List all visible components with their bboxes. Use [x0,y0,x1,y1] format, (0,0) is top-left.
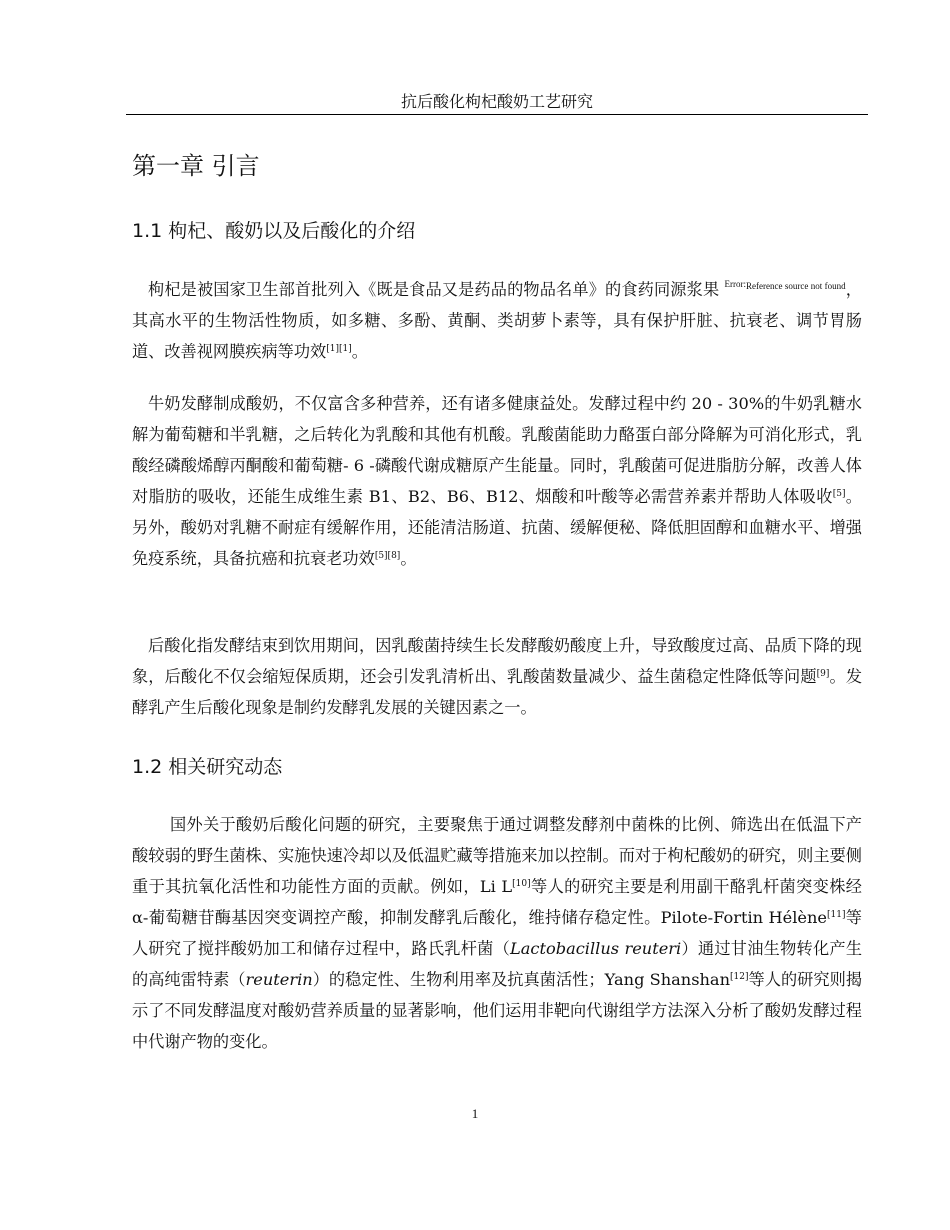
paragraph-yogurt-benefits [132,388,862,574]
text: 等人研究了搅拌酸奶加工和储存过程中，路氏乳杆菌（ [132,908,862,958]
text: ）通过甘油生物转化产生的高纯雷特素（ [132,939,863,989]
citation: [10] [512,879,531,889]
section-1-2-title: 1.2 相关研究动态 [132,756,283,778]
citation: [1][1] [326,344,352,354]
section-1-1-title: 1.1 枸杞、酸奶以及后酸化的介绍 [132,220,416,242]
error-reference-text: Error: [724,279,747,289]
text: 牛奶发酵制成酸奶，不仅富含多种营养，还有诸多健康益处。发酵过程中约 20 - 30%的牛奶乳糖水解为葡萄糖和半乳糖，之后转化为乳酸和其他有机酸。乳酸菌能助力酪蛋白部分降解为可消化形式，乳酸经磷酸烯醇丙酮酸和葡萄糖- 6 -磷酸代谢成糖原产生能量。同时，乳酸菌可促进脂肪分解，改善人体对脂肪的吸收，还能生成维生素 B1、B2、B6、B12、烟酸和叶酸等必需营养素并帮助人体吸收 [132,394,862,506]
text: ）的稳定性、生物利用率及抗真菌活性；Yang Shanshan [312,970,731,989]
text: 后酸化指发酵结束到饮用期间，因乳酸菌持续生长发酵酸奶酸度上升，导致酸度过高、品质下降的现象，后酸化不仅会缩短保质期，还会引发乳清析出、乳酸菌数量减少、益生菌稳定性降低等问题 [132,636,862,686]
page-number: 1 [471,1106,479,1121]
text: 国外关于酸奶后酸化问题的研究，主要聚焦于通过调整发酵剂中菌株的比例、筛选出在低温下产酸较弱的野生菌株、实施快速冷却以及低温贮藏等措施来加以控制。而对于枸杞酸奶的研究，则主要侧重于其抗氧化活性和功能性方面的贡献。例如，Li L [132,815,862,896]
text: 等人的研究主要是利用副干酪乳杆菌突变株经 α-葡萄糖苷酶基因突变调控产酸，抑制发酵乳后酸化，维持储存稳定性。Pilote-Fortin Hélène [132,877,862,927]
text: 。 [400,549,417,568]
chapter-title: 第一章 引言 [132,152,260,180]
citation: [12] [730,972,749,982]
paragraph-research-status [132,809,862,1057]
latin-name: Lactobacillus reuteri [510,939,682,958]
citation: [11] [827,910,846,920]
text: ，其高水平的生物活性物质，如多糖、多酚、黄酮、类胡萝卜素等，具有保护肝脏、抗衰老、调节胃肠道、改善视网膜疾病等功效 [132,280,862,361]
citation: [5] [832,489,846,499]
text: 等人的研究则揭示了不同发酵温度对酸奶营养质量的显著影响，他们运用非靶向代谢组学方法深入分析了酸奶发酵过程中代谢产物的变化。 [132,970,863,1051]
running-header: 抗后酸化枸杞酸奶工艺研究 [126,92,868,115]
text: 。发酵乳产生后酸化现象是制约发酵乳发展的关键因素之一。 [132,667,863,717]
paragraph-post-acidification [132,630,862,723]
text: 。 [351,342,368,361]
citation: [9] [816,669,830,679]
latin-name: reuterin [245,970,313,989]
text: 枸杞是被国家卫生部首批列入《既是食品又是药品的物品名单》的食药同源浆果 [148,280,725,299]
text: 。另外，酸奶对乳糖不耐症有缓解作用，还能清洁肠道、抗菌、缓解便秘、降低胆固醇和血糖水平、增强免疫系统，具备抗癌和抗衰老功效 [132,487,862,568]
citation: [5][8] [374,551,401,561]
paragraph-goji-intro [132,274,862,367]
error-reference-text: Reference source not found [746,281,846,291]
